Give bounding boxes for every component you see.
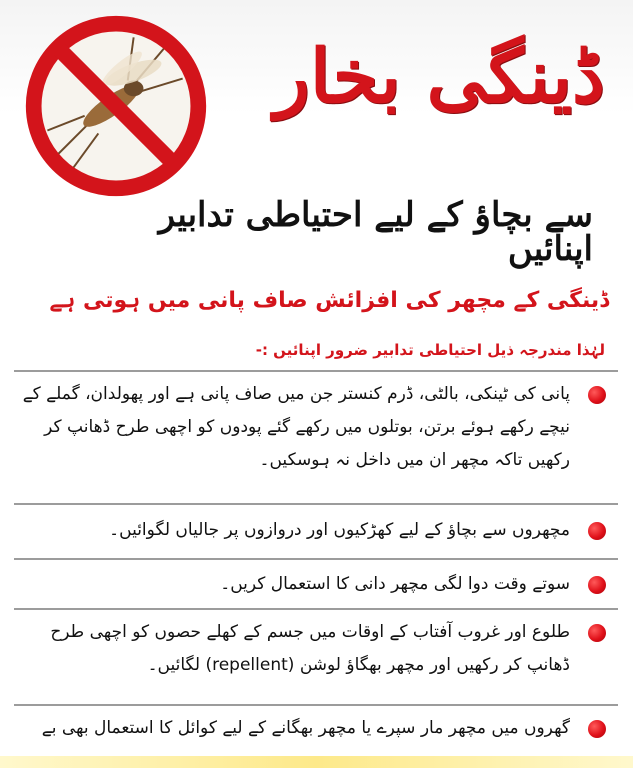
list-item (20, 616, 610, 700)
list-item (20, 568, 610, 608)
red-bullet-icon (588, 720, 606, 738)
item-text: طلوع اور غروب آفتاب کے اوقات میں جسم کے کھلے حصوں کو اچھی طرح ڈھانپ کر رکھیں اور مچھر بھگاؤ لوشن (repellent) لگائیں۔ (50, 622, 570, 675)
list-item (20, 514, 610, 554)
item-text: پانی کی ٹینکی، بالٹی، ڈرم کنستر جن میں صاف پانی ہے اور پھولدان، گملے کے نیچے رکھے ہوئے برتن، بوتلوں میں رکھے گئے پودوں کو اچھی طرح ڈھانپ کر رکھیں تاکہ مچھر ان میں داخل نہ ہوسکیں۔ (22, 384, 570, 470)
precautions-note: لہٰذا مندرجہ ذیل احتیاطی تدابیر ضرور اپنائیں :- (255, 341, 605, 359)
list-item (20, 378, 610, 496)
list-item (20, 712, 610, 752)
divider (14, 370, 618, 372)
alert-headline: ڈینگی کے مچھر کی افزائش صاف پانی میں ہوتی ہے (49, 288, 609, 313)
divider (14, 503, 618, 505)
page-title: ڈینگی بخار (274, 34, 605, 120)
red-bullet-icon (588, 386, 606, 404)
red-bullet-icon (588, 576, 606, 594)
item-text: گھروں میں مچھر مار سپرے یا مچھر بھگانے کے لیے کوائل کا استعمال بھی بے (41, 718, 570, 738)
item-text: مچھروں سے بچاؤ کے لیے کھڑکیوں اور دروازوں پر جالیاں لگوائیں۔ (109, 520, 570, 540)
poster-header (0, 0, 633, 190)
page-subtitle: سے بچاؤ کے لیے احتیاطی تدابیر اپنائیں (158, 195, 593, 269)
no-mosquito-icon (18, 8, 214, 204)
divider (14, 608, 618, 610)
red-bullet-icon (588, 624, 606, 642)
bottom-strip (0, 756, 633, 768)
red-bullet-icon (588, 522, 606, 540)
divider (14, 704, 618, 706)
divider (14, 558, 618, 560)
item-text: سوتے وقت دوا لگی مچھر دانی کا استعمال کریں۔ (220, 574, 570, 594)
